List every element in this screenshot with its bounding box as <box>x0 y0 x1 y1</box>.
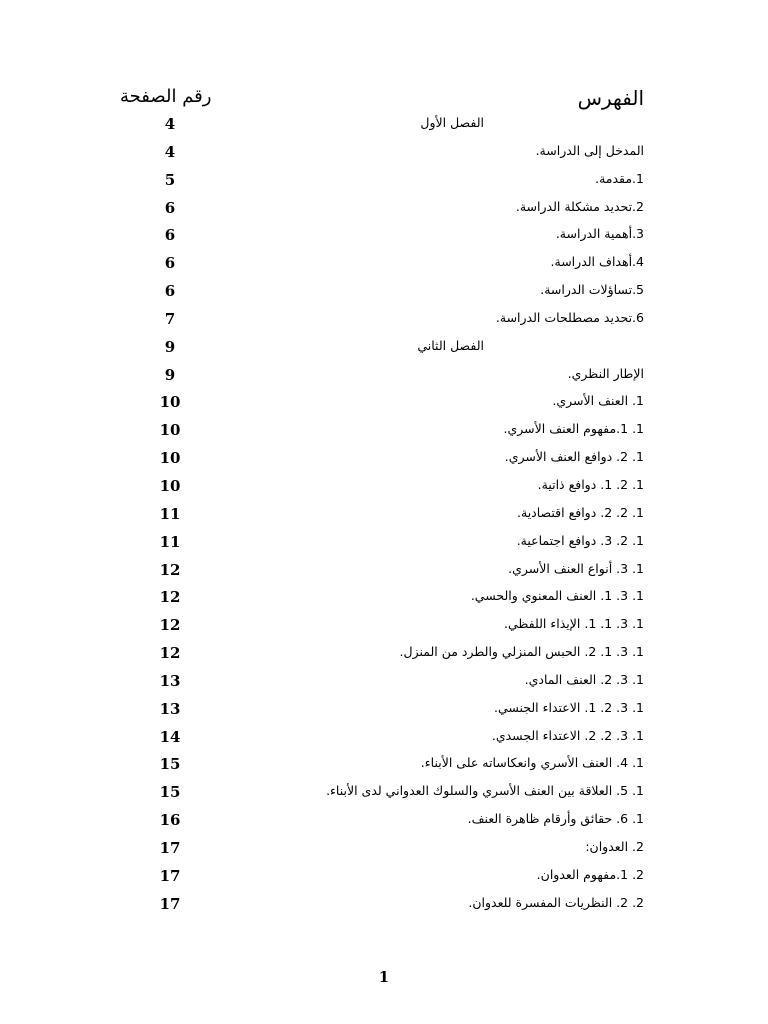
toc-entry-row <box>0 168 768 196</box>
entry-title: 2.تحديد مشكلة الدراسة. <box>515 198 644 214</box>
toc-entry-row <box>0 892 768 920</box>
entry-title: 1. 1.مفهوم العنف الأسري. <box>503 421 644 437</box>
entry-title: 1. 3. 1. 2. الحبس المنزلي والطرد من المنزل. <box>399 644 644 660</box>
entry-page-number: 13 <box>159 699 181 718</box>
entry-page-number: 12 <box>159 560 181 579</box>
toc-entry-row <box>0 585 768 613</box>
toc-chapter-row <box>0 335 768 363</box>
entry-page-number: 15 <box>159 783 181 802</box>
entry-page-number: 7 <box>164 309 176 328</box>
entry-page-number: 17 <box>159 838 181 857</box>
entry-page-number: 12 <box>159 588 181 607</box>
entry-page-number: 5 <box>164 170 176 189</box>
entry-page-number: 9 <box>164 365 176 384</box>
entry-page-number: 6 <box>164 198 176 217</box>
chapter-title: الفصل الثاني <box>417 337 484 353</box>
entry-title: 2. 1.مفهوم العدوان. <box>536 866 644 882</box>
toc-chapter-row <box>0 112 768 140</box>
entry-page-number: 4 <box>164 142 176 161</box>
page-column-title: رقم الصفحة <box>120 86 212 107</box>
entry-page-number: 6 <box>164 226 176 245</box>
entry-title: 1. 6. حقائق وأرقام ظاهرة العنف. <box>467 811 644 827</box>
toc-entry-row <box>0 558 768 586</box>
toc-entry-row <box>0 474 768 502</box>
entry-page-number: 10 <box>159 393 181 412</box>
toc-entry-row <box>0 864 768 892</box>
toc-entry-row <box>0 725 768 753</box>
entry-title: 1. 2. 2. دوافع اقتصادية. <box>517 504 644 520</box>
toc-entry-row <box>0 808 768 836</box>
entry-page-number: 12 <box>159 616 181 635</box>
toc-entry-row <box>0 390 768 418</box>
entry-title: 2. 2. النظريات المفسرة للعدوان. <box>468 894 644 910</box>
toc-entry-row <box>0 446 768 474</box>
entry-title: 3.أهمية الدراسة. <box>555 226 644 242</box>
entry-page-number: 6 <box>164 282 176 301</box>
entry-title: المدخل إلى الدراسة. <box>535 142 644 158</box>
entry-page-number: 10 <box>159 449 181 468</box>
toc-entry-row <box>0 251 768 279</box>
toc-entry-row <box>0 223 768 251</box>
entry-page-number: 10 <box>159 476 181 495</box>
entry-title: 1. 3. 2. العنف المادي. <box>524 671 644 687</box>
entry-title: 1. 3. 1. العنف المعنوي والحسي. <box>470 588 644 604</box>
entry-title: 1. 2. 3. دوافع اجتماعية. <box>516 532 644 548</box>
entry-title: 1. 2. 1. دوافع ذاتية. <box>537 476 644 492</box>
entry-title: 1.مقدمة. <box>595 170 644 186</box>
entry-page-number: 11 <box>159 504 181 523</box>
toc-entry-row <box>0 697 768 725</box>
entry-title: 5.تساؤلات الدراسة. <box>540 282 644 298</box>
entry-page-number: 17 <box>159 894 181 913</box>
entry-page-number: 12 <box>159 644 181 663</box>
toc-entry-row <box>0 641 768 669</box>
entry-title: 2. العدوان: <box>585 838 644 854</box>
entry-title: 1. 3. أنواع العنف الأسري. <box>508 560 644 576</box>
entry-page-number: 4 <box>164 115 176 133</box>
chapter-title: الفصل الأول <box>420 115 484 130</box>
page-number: 1 <box>378 968 390 986</box>
toc-entry-row <box>0 669 768 697</box>
toc-entry-row <box>0 363 768 391</box>
toc-entries <box>0 112 768 919</box>
toc-entry-row <box>0 752 768 780</box>
toc-entry-row <box>0 418 768 446</box>
toc-entry-row <box>0 502 768 530</box>
toc-entry-row <box>0 140 768 168</box>
toc-entry-row <box>0 307 768 335</box>
toc-title: الفهرس <box>577 86 644 110</box>
entry-page-number: 16 <box>159 811 181 830</box>
toc-entry-row <box>0 196 768 224</box>
entry-title: 1. 3. 1. 1. الإيذاء اللفظي. <box>504 616 644 632</box>
entry-page-number: 9 <box>164 337 176 356</box>
toc-entry-row <box>0 279 768 307</box>
entry-title: 1. 2. دوافع العنف الأسري. <box>504 449 644 465</box>
entry-title: 1. العنف الأسري. <box>552 393 644 409</box>
entry-title: الإطار النظري. <box>567 365 644 381</box>
entry-page-number: 13 <box>159 671 181 690</box>
entry-page-number: 14 <box>159 727 181 746</box>
entry-title: 1. 5. العلاقة بين العنف الأسري والسلوك العدواني لدى الأبناء. <box>326 783 644 799</box>
entry-title: 4.أهداف الدراسة. <box>550 254 644 270</box>
entry-page-number: 15 <box>159 755 181 774</box>
entry-page-number: 6 <box>164 254 176 273</box>
entry-title: 1. 3. 2. 2. الاعتداء الجسدي. <box>491 727 644 743</box>
toc-entry-row <box>0 836 768 864</box>
entry-page-number: 10 <box>159 421 181 440</box>
toc-entry-row <box>0 613 768 641</box>
toc-entry-row <box>0 780 768 808</box>
entry-title: 6.تحديد مصطلحات الدراسة. <box>495 309 644 325</box>
entry-page-number: 17 <box>159 866 181 885</box>
toc-entry-row <box>0 530 768 558</box>
entry-title: 1. 4. العنف الأسري وانعكاساته على الأبناء. <box>420 755 644 771</box>
entry-page-number: 11 <box>159 532 181 551</box>
entry-title: 1. 3. 2. 1. الاعتداء الجنسي. <box>493 699 644 715</box>
